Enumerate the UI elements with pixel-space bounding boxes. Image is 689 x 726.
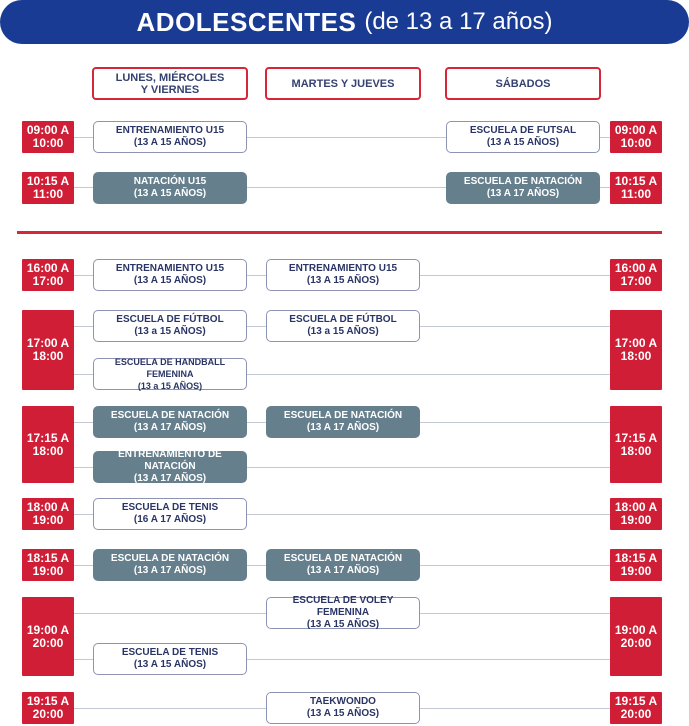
time-label: 17:15 A 18:00 xyxy=(26,430,70,458)
activity-name: ENTRENAMIENTO DE NATACIÓN xyxy=(118,449,222,472)
page-subtitle: (de 13 a 17 años) xyxy=(364,8,553,35)
activity-age: (13 A 17 AÑOS) xyxy=(133,473,207,484)
time-slot-1900-right xyxy=(610,597,662,676)
column-header-tue-thu: MARTES Y JUEVES xyxy=(265,67,421,100)
activity-age: (13 A 15 AÑOS) xyxy=(133,137,207,148)
activity-name: ENTRENAMIENTO U15 xyxy=(288,263,398,274)
time-slot-1700-right xyxy=(610,310,662,390)
time-slot-0900 xyxy=(22,121,74,153)
activity-box xyxy=(266,310,420,342)
activity-name: NATACIÓN U15 xyxy=(133,176,207,187)
activity-box xyxy=(93,498,247,530)
activity-age: (13 A 15 AÑOS) xyxy=(133,188,207,199)
activity-name: ESCUELA DE FUTSAL xyxy=(469,125,577,136)
activity-name: ESCUELA DE FÚTBOL xyxy=(116,314,224,325)
column-header-saturday: SÁBADOS xyxy=(445,67,601,100)
activity-age: (13 A 15 AÑOS) xyxy=(306,619,380,630)
activity-name: ESCUELA DE TENIS xyxy=(121,502,219,513)
activity-box xyxy=(93,358,247,390)
time-label: 17:00 A 18:00 xyxy=(614,336,658,363)
time-slot-1600 xyxy=(22,259,74,291)
activity-age: (13 A 17 AÑOS) xyxy=(133,422,207,433)
activity-name: ESCUELA DE HANDBALL FEMENINA xyxy=(114,357,226,379)
activity-box xyxy=(446,121,600,153)
activity-box xyxy=(266,692,420,724)
activity-age: (13 A 17 AÑOS) xyxy=(306,565,380,576)
time-label: 09:00 A 10:00 xyxy=(26,123,70,150)
activity-age: (13 A 15 AÑOS) xyxy=(486,137,560,148)
time-slot-1600-right xyxy=(610,259,662,291)
activity-name: ENTRENAMIENTO U15 xyxy=(115,263,225,274)
time-label: 18:15 A 19:00 xyxy=(26,551,70,578)
column-header-line2: Y VIERNES xyxy=(140,83,200,96)
time-label: 19:15 A 20:00 xyxy=(26,694,70,721)
activity-box xyxy=(446,172,600,204)
time-slot-1800-right xyxy=(610,498,662,530)
activity-name: ESCUELA DE NATACIÓN xyxy=(283,410,403,421)
page-title-banner xyxy=(0,0,689,44)
activity-age: (13 A 15 AÑOS) xyxy=(133,659,207,670)
activity-box xyxy=(266,259,420,291)
time-label: 09:00 A 10:00 xyxy=(614,123,658,150)
time-slot-1715-right xyxy=(610,406,662,483)
time-label: 19:00 A 20:00 xyxy=(26,622,70,650)
activity-box xyxy=(93,172,247,204)
time-slot-1915 xyxy=(22,692,74,724)
section-divider xyxy=(17,231,662,234)
activity-age: (13 a 15 AÑOS) xyxy=(134,326,206,337)
activity-box xyxy=(93,451,247,483)
time-label: 17:15 A 18:00 xyxy=(614,430,658,458)
activity-box xyxy=(93,121,247,153)
activity-name: ESCUELA DE TENIS xyxy=(121,647,219,658)
time-slot-1815-right xyxy=(610,549,662,581)
activity-name: TAEKWONDO xyxy=(310,696,376,707)
activity-box xyxy=(266,406,420,438)
activity-age: (13 A 17 AÑOS) xyxy=(133,565,207,576)
page-title: ADOLESCENTES xyxy=(136,6,357,37)
activity-age: (13 A 15 AÑOS) xyxy=(306,708,380,719)
activity-name: ESCUELA DE NATACIÓN xyxy=(283,553,403,564)
activity-age: (13 A 17 AÑOS) xyxy=(486,188,560,199)
column-header-line1: LUNES, MIÉRCOLES xyxy=(115,71,225,84)
activity-name: ESCUELA DE NATACIÓN xyxy=(110,553,230,564)
activity-age: (13 a 15 AÑOS) xyxy=(137,381,203,391)
time-slot-0900-right xyxy=(610,121,662,153)
activity-box xyxy=(93,406,247,438)
time-label: 19:15 A 20:00 xyxy=(614,694,658,721)
time-slot-1715 xyxy=(22,406,74,483)
activity-box xyxy=(266,549,420,581)
activity-name: ESCUELA DE NATACIÓN xyxy=(463,176,583,187)
time-slot-1800 xyxy=(22,498,74,530)
time-slot-1015-right xyxy=(610,172,662,204)
activity-age: (16 A 17 AÑOS) xyxy=(133,514,207,525)
activity-name: ESCUELA DE FÚTBOL xyxy=(289,314,397,325)
time-slot-1915-right xyxy=(610,692,662,724)
time-label: 18:00 A 19:00 xyxy=(614,500,658,527)
time-label: 16:00 A 17:00 xyxy=(614,261,658,288)
time-label: 10:15 A 11:00 xyxy=(26,174,70,201)
activity-age: (13 a 15 AÑOS) xyxy=(307,326,379,337)
time-label: 19:00 A 20:00 xyxy=(614,622,658,650)
time-label: 16:00 A 17:00 xyxy=(26,261,70,288)
activity-name: ESCUELA DE VOLEY FEMENINA xyxy=(292,595,394,618)
activity-name: ENTRENAMIENTO U15 xyxy=(115,125,225,136)
time-label: 10:15 A 11:00 xyxy=(614,174,658,201)
activity-age: (13 A 15 AÑOS) xyxy=(306,275,380,286)
activity-box xyxy=(93,310,247,342)
activity-age: (13 A 17 AÑOS) xyxy=(306,422,380,433)
activity-box xyxy=(93,643,247,675)
activity-box xyxy=(93,549,247,581)
activity-box xyxy=(93,259,247,291)
time-label: 18:15 A 19:00 xyxy=(614,551,658,578)
time-slot-1815 xyxy=(22,549,74,581)
time-slot-1015 xyxy=(22,172,74,204)
column-header-mon-wed-fri xyxy=(92,67,248,100)
time-slot-1700 xyxy=(22,310,74,390)
activity-age: (13 A 15 AÑOS) xyxy=(133,275,207,286)
time-label: 18:00 A 19:00 xyxy=(26,500,70,527)
activity-name: ESCUELA DE NATACIÓN xyxy=(110,410,230,421)
time-slot-1900 xyxy=(22,597,74,676)
activity-box xyxy=(266,597,420,629)
time-label: 17:00 A 18:00 xyxy=(26,336,70,363)
